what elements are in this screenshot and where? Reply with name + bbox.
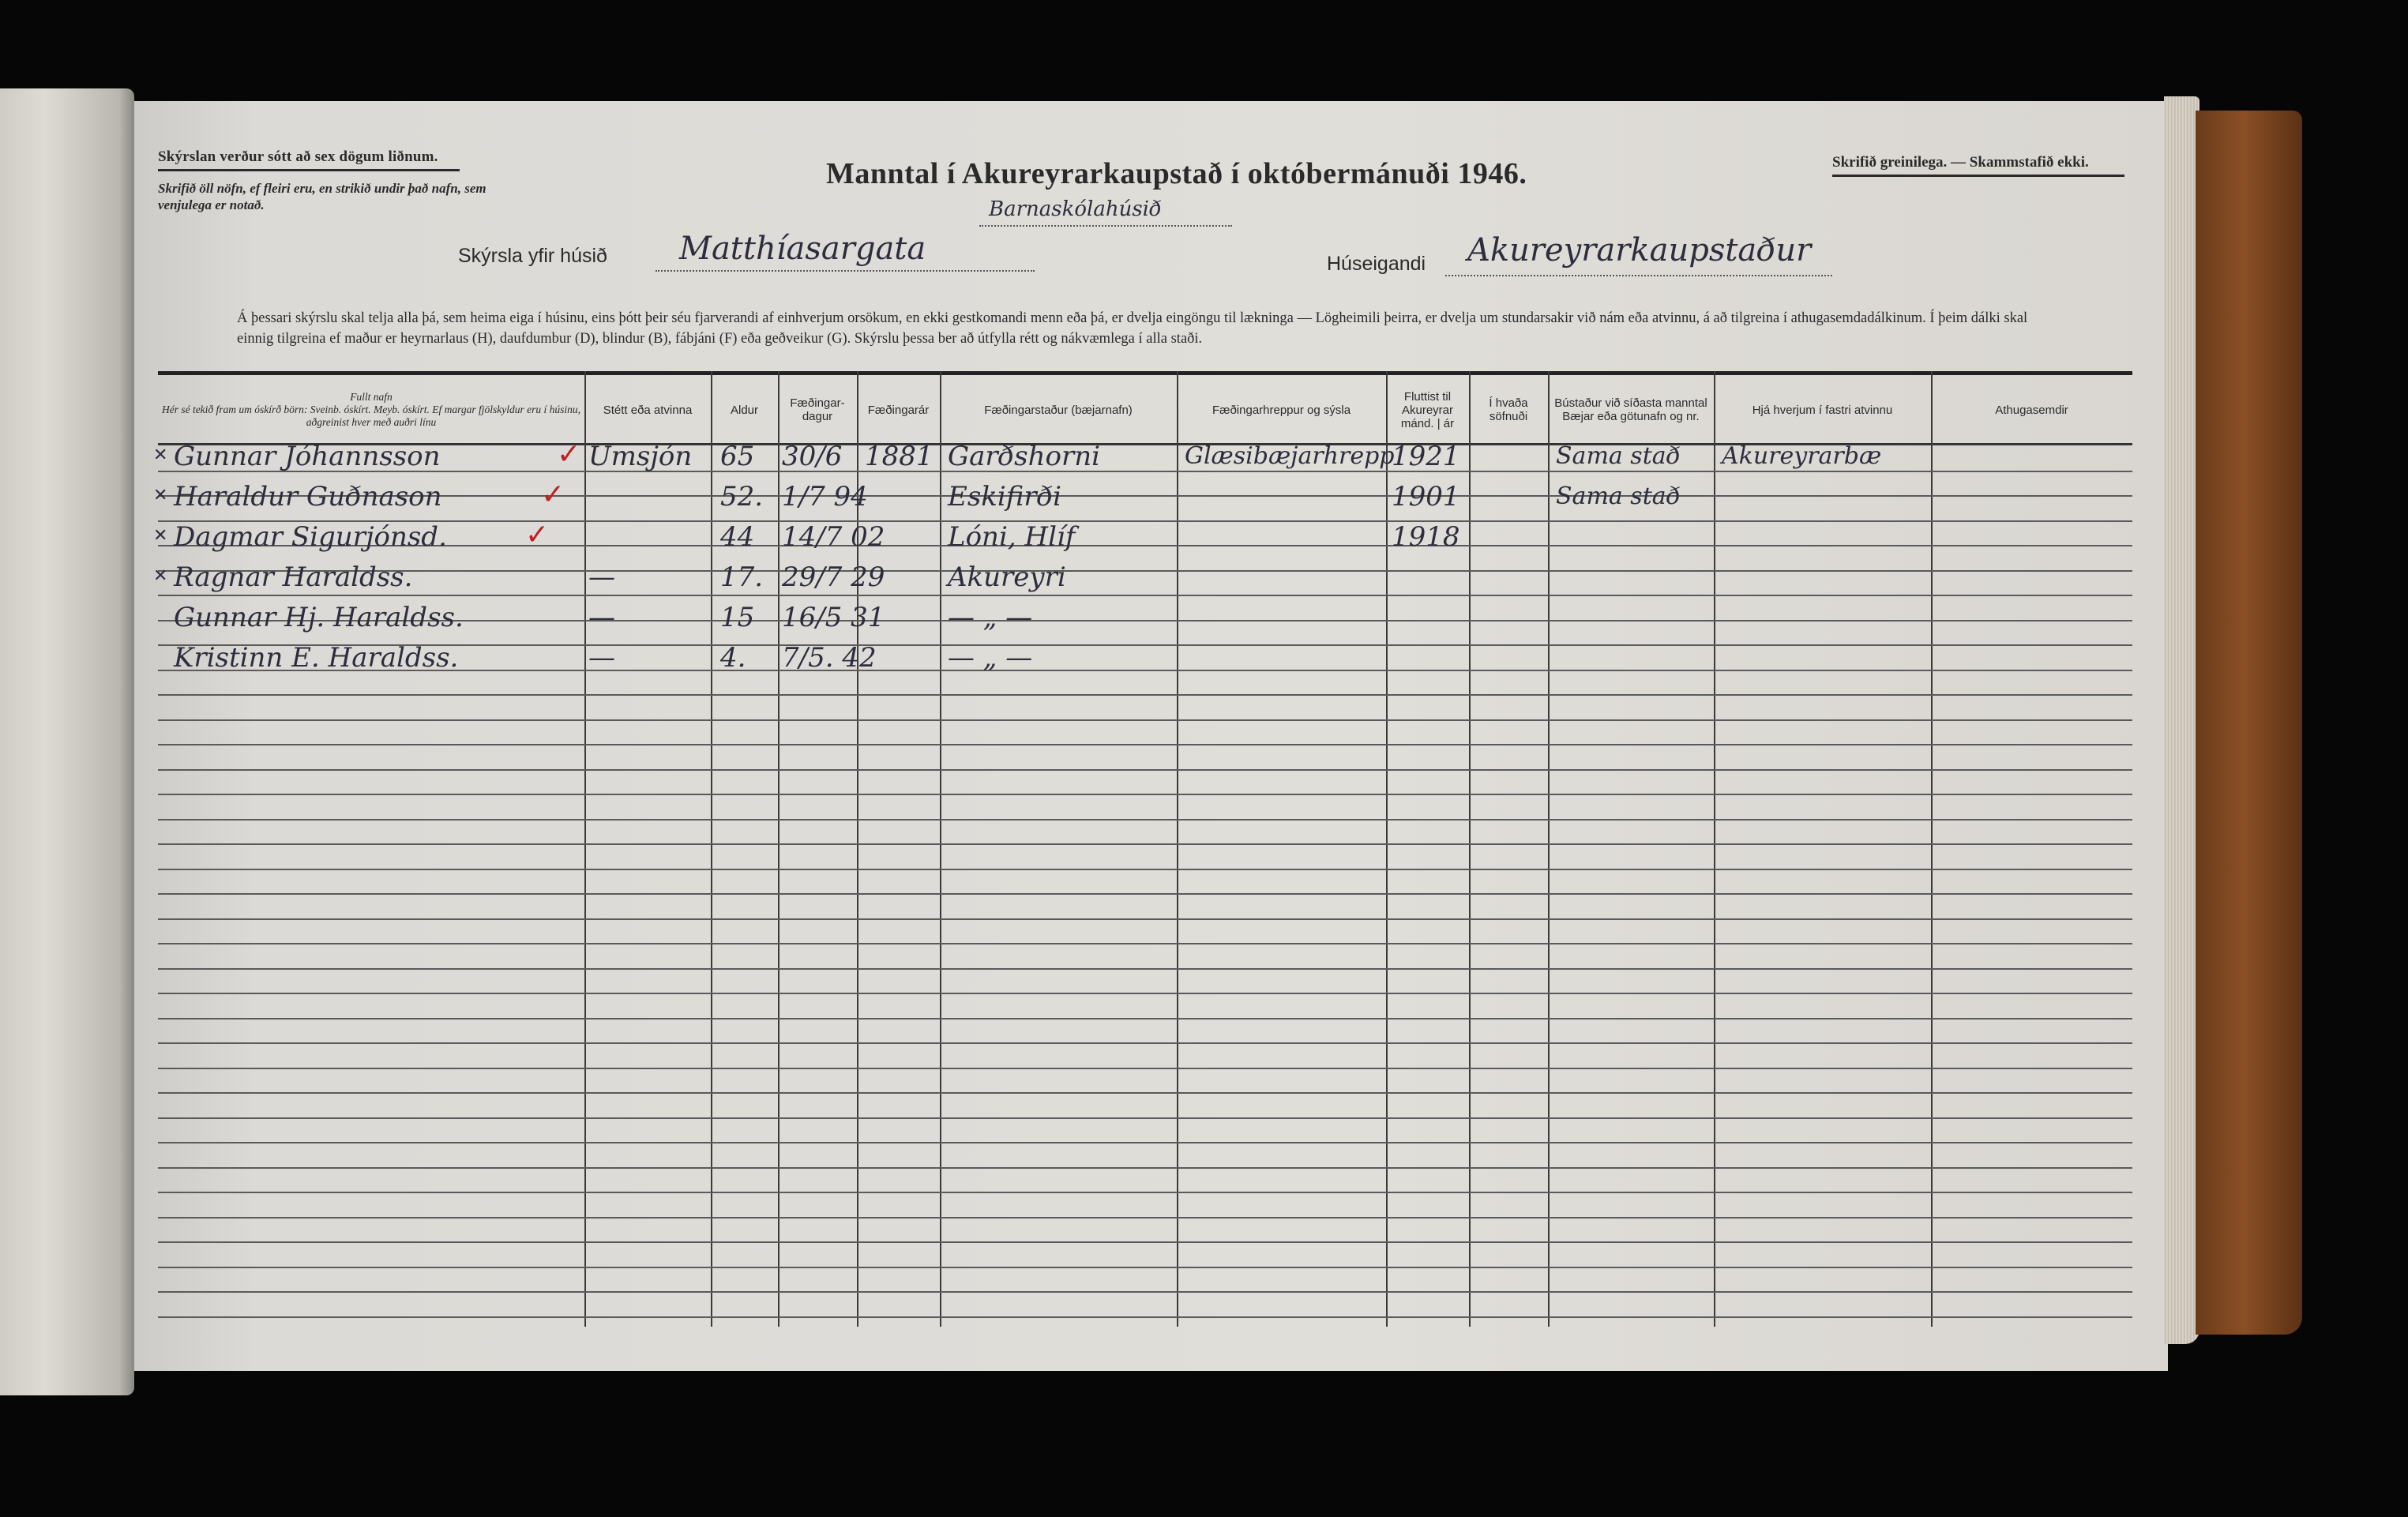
column-rule (857, 371, 858, 1327)
row-age: 52. (720, 481, 764, 513)
house-field-line (656, 270, 1035, 272)
column-rule (584, 371, 586, 1327)
row-rule (158, 943, 2132, 944)
row-rule (158, 1241, 2132, 1243)
house-label: Skýrsla yfir húsið (458, 245, 607, 267)
red-check-icon: ✓ (525, 519, 550, 551)
column-header-birth-day: Fæðingar-dagur (790, 396, 845, 423)
row-rule (158, 545, 2132, 546)
row-age: 4. (720, 642, 746, 674)
row-birth-day: 16/5 31 (782, 602, 885, 634)
row-birth-place: Eskifirði (948, 481, 1062, 513)
row-occupation: — (588, 642, 615, 674)
column-rule (1386, 371, 1388, 1327)
row-birth-place: — „ — (948, 602, 1033, 634)
row-rule (158, 1192, 2132, 1193)
row-rule (158, 1142, 2132, 1143)
column-rule (1714, 371, 1715, 1327)
row-rule (158, 1217, 2132, 1218)
owner-value: Akureyrarkaupstaður (1467, 232, 1812, 268)
row-birth-place: — „ — (948, 642, 1033, 674)
column-rule (940, 371, 941, 1327)
row-tick-mark: ✕ (153, 526, 168, 546)
row-rule (158, 1018, 2132, 1019)
column-header-occupation: Stétt eða atvinna (603, 403, 693, 417)
red-check-icon: ✓ (541, 479, 565, 511)
row-rule (158, 993, 2132, 994)
column-header-moved: Fluttist til Akureyrar mánd. | ár (1400, 389, 1455, 430)
writing-note: Skrifið greinilega. — Skammstafið ekki. (1832, 154, 2089, 171)
row-rule (158, 570, 2132, 572)
row-name: Gunnar Hj. Haraldss. (174, 602, 464, 634)
left-page (0, 88, 134, 1395)
row-occupation: — (588, 561, 615, 594)
table-top-rule (158, 371, 2132, 375)
name-column-note: Hér sé tekið fram um óskírð börn: Sveinb. óskírt. Meyb. óskírt. Ef margar fjölskyldur eru í húsinu, aðgreinist hver með auðri línu (161, 404, 581, 428)
collection-note-rule (158, 169, 460, 171)
page-title: Manntal í Akureyrarkaupstað í októbermánuði 1946. (826, 157, 1527, 190)
column-rule (1177, 371, 1178, 1327)
row-rule (158, 869, 2132, 870)
row-rule (158, 1042, 2132, 1044)
row-birth-place: Garðshorni (948, 441, 1100, 472)
row-occupation: — (588, 602, 615, 634)
row-rule (158, 893, 2132, 895)
row-birth-year: 1881 (865, 441, 934, 472)
column-header-birth-place: Fæðingarstaður (bæjarnafn) (984, 403, 1133, 417)
row-birth-place: Lóni, Hlíf (948, 521, 1076, 554)
row-age: 17. (720, 561, 764, 594)
column-header-birth-year: Fæðingarár (867, 403, 930, 417)
column-rule (778, 371, 780, 1327)
row-moved: 1901 (1392, 481, 1460, 513)
row-birth-place: Akureyri (948, 561, 1066, 594)
book-cover (2196, 111, 2302, 1335)
row-rule (158, 843, 2132, 845)
row-age: 65 (720, 441, 755, 472)
row-rule (158, 1291, 2132, 1293)
writing-note-rule (1832, 175, 2124, 177)
column-header-remarks: Athugasemdir (1995, 403, 2068, 417)
column-rule (1469, 371, 1471, 1327)
name-column-title: Fullt nafn (350, 391, 393, 403)
handwritten-subtitle: Barnaskólahúsið (989, 197, 1162, 221)
row-age: 15 (720, 602, 755, 634)
row-rule (158, 495, 2132, 497)
row-birth-day: 30/6 (782, 441, 843, 472)
row-moved: 1918 (1392, 521, 1460, 554)
column-rule (1548, 371, 1550, 1327)
row-name: Kristinn E. Haraldss. (174, 642, 459, 674)
row-tick-mark: ✕ (153, 566, 168, 587)
row-rule (158, 595, 2132, 596)
collection-note: Skýrslan verður sótt að sex dögum liðnum. (158, 148, 438, 165)
row-age: 44 (720, 521, 755, 554)
subtitle-underline (979, 225, 1232, 227)
row-birth-parish: Glæsibæjarhrepp (1185, 442, 1395, 470)
row-tick-mark: ✕ (153, 486, 168, 506)
column-header-age: Aldur (730, 403, 759, 417)
row-rule (158, 1068, 2132, 1069)
page-edges (2164, 96, 2200, 1344)
row-birth-day: 1/7 94 (782, 481, 868, 513)
census-table (153, 371, 2132, 1342)
column-header-name (158, 377, 584, 442)
column-header-employer: Hjá hverjum í fastri atvinnu (1752, 403, 1893, 417)
column-header-prev-residence: Bústaður við síðasta manntal Bæjar eða götunafn og nr. (1554, 396, 1707, 423)
house-value: Matthíasargata (679, 231, 926, 267)
row-rule (158, 968, 2132, 970)
row-tick-mark: ✕ (153, 445, 168, 465)
row-name: Gunnar Jóhannsson (174, 441, 441, 472)
row-moved: 1921 (1392, 441, 1460, 472)
row-rule (158, 794, 2132, 795)
row-birth-day: 7/5. 42 (782, 642, 877, 674)
row-rule (158, 918, 2132, 920)
row-occupation: Umsjón (588, 441, 693, 472)
row-rule (158, 744, 2132, 745)
column-rule (1931, 371, 1933, 1327)
row-rule (158, 1167, 2132, 1169)
row-rule (158, 1316, 2132, 1318)
row-name: Ragnar Haraldss. (174, 561, 413, 594)
row-rule (158, 694, 2132, 696)
row-birth-day: 29/7 29 (782, 561, 885, 594)
row-name: Dagmar Sigurjónsd. (174, 521, 447, 554)
column-header-congregation: Í hvaða söfnuði (1489, 396, 1528, 423)
row-rule (158, 520, 2132, 522)
instructions-text: Á þessari skýrslu skal telja alla þá, sem heima eiga í húsinu, eins þótt þeir séu fjarverandi af einhverjum orsökum, en ekki gestkomandi menn eða þá, er dvelja eingöngu til lækninga — Lögheimili þeirra, er dvelja um stundarsakir við nám eða atvinnu, á að tilgreina í athugasemdadálkinum. Í þeim dálki skal einnig tilgreina ef maður er heyrnarlaus (H), daufdumbur (D), blindur (B), fábjáni (F) eða geðveikur (G). Skýrslu þessa ber að útfylla rétt og nákvæmlega í alla staði. (237, 310, 2028, 347)
column-rule (711, 371, 712, 1327)
row-birth-day: 14/7 02 (782, 521, 885, 554)
red-check-icon: ✓ (557, 438, 581, 470)
row-rule (158, 819, 2132, 820)
row-employer: Akureyrarbæ (1722, 442, 1882, 470)
row-rule (158, 1267, 2132, 1268)
row-name: Haraldur Guðnason (174, 481, 442, 513)
row-prev-residence: Sama stað (1556, 442, 1681, 470)
row-rule (158, 1092, 2132, 1094)
row-prev-residence: Sama stað (1556, 483, 1681, 511)
name-instruction: Skrifið öll nöfn, ef fleiri eru, en strikið undir það nafn, sem venjulega er notað. (158, 181, 486, 212)
owner-field-line (1445, 275, 1832, 276)
owner-label: Húseigandi (1327, 253, 1426, 275)
row-rule (158, 719, 2132, 721)
row-rule (158, 769, 2132, 771)
row-rule (158, 1117, 2132, 1119)
column-header-birth-parish: Fæðingarhreppur og sýsla (1212, 403, 1351, 417)
